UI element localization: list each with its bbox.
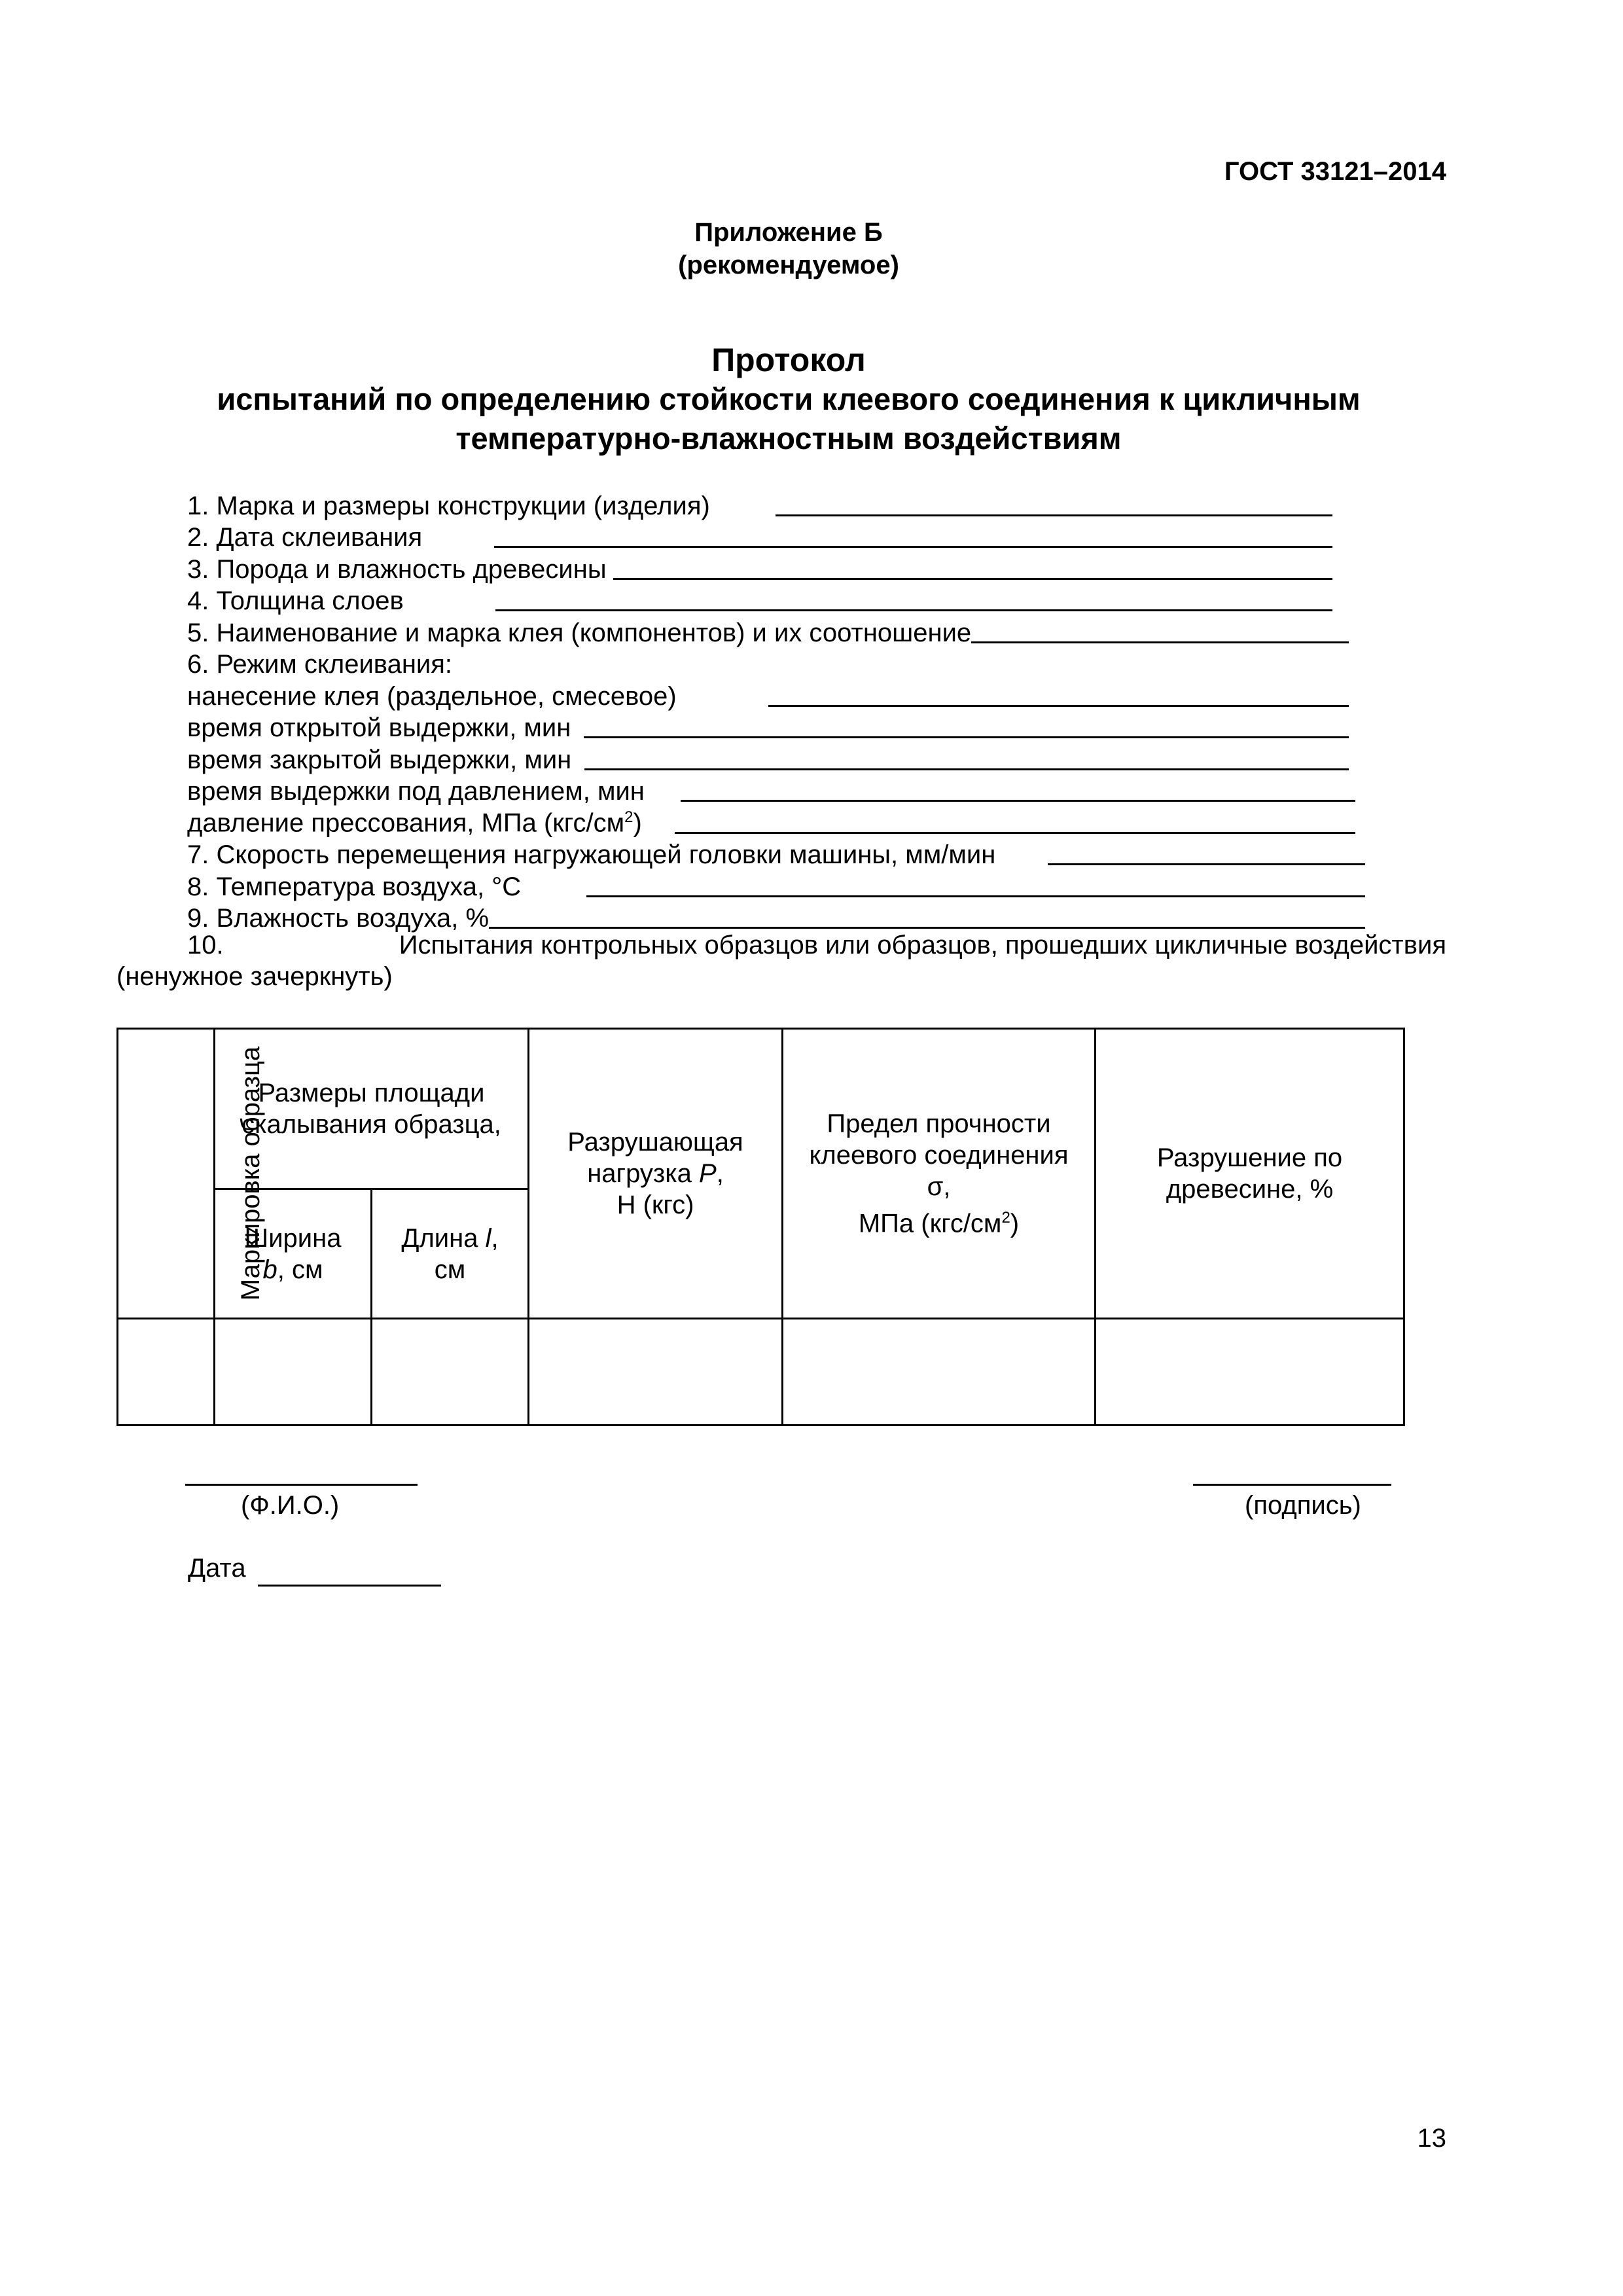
form-label: 8. Температура воздуха, °С bbox=[187, 872, 522, 901]
protocol-form bbox=[187, 490, 1365, 934]
header-load: Разрушающая нагрузка P, Н (кгс) bbox=[529, 1029, 783, 1319]
fill-line[interactable] bbox=[768, 704, 1349, 707]
table-cell[interactable] bbox=[529, 1319, 783, 1426]
form-row-6 bbox=[187, 649, 1365, 681]
form-label: 7. Скорость перемещения нагружающей головки машины, мм/мин bbox=[187, 840, 996, 869]
fill-line[interactable] bbox=[613, 577, 1332, 580]
form-row-12 bbox=[187, 839, 1365, 871]
form-label: давление прессования, МПа $(кгс/см^2)$ bbox=[187, 808, 642, 838]
fill-line[interactable] bbox=[971, 641, 1349, 643]
form-label: 5. Наименование и марка клея (компонентов) и их соотношение bbox=[187, 618, 972, 647]
form-row-8 bbox=[187, 712, 1365, 744]
results-table bbox=[116, 1028, 1405, 1426]
header-dimensions: Размеры площади скалывания образца, bbox=[215, 1029, 529, 1189]
table-cell[interactable] bbox=[372, 1319, 529, 1426]
name-line[interactable] bbox=[185, 1483, 418, 1486]
table-cell[interactable] bbox=[118, 1319, 215, 1426]
item-10 bbox=[116, 929, 1446, 992]
fill-line[interactable] bbox=[776, 514, 1332, 516]
header-width: Ширина b, см bbox=[215, 1189, 372, 1319]
fill-line[interactable] bbox=[675, 831, 1355, 834]
annex-label: Приложение Б bbox=[694, 218, 883, 247]
table-cell[interactable] bbox=[215, 1319, 372, 1426]
annex-heading bbox=[0, 216, 1577, 281]
form-row-9 bbox=[187, 744, 1365, 776]
form-label: время открытой выдержки, мин bbox=[187, 713, 571, 742]
signature-line[interactable] bbox=[1193, 1483, 1391, 1486]
header-strength: Предел прочности клеевого соединения σ, МПа $(кгс/см^2)$ bbox=[783, 1029, 1096, 1319]
item-10-text: Испытания контрольных образцов или образцов, прошедших цикличные воздействия bbox=[399, 931, 1446, 960]
standard-number: ГОСТ 33121–2014 bbox=[1224, 157, 1446, 186]
form-label: 4. Толщина слоев bbox=[187, 586, 404, 615]
form-label: время закрытой выдержки, мин bbox=[187, 745, 572, 774]
document-title bbox=[0, 340, 1577, 458]
form-label: 3. Порода и влажность древесины bbox=[187, 554, 607, 584]
form-row-5 bbox=[187, 617, 1365, 649]
fill-line[interactable] bbox=[489, 926, 1365, 929]
header-length: Длина l, см bbox=[372, 1189, 529, 1319]
form-row-1 bbox=[187, 490, 1365, 522]
table-cell[interactable] bbox=[1096, 1319, 1404, 1426]
fill-line[interactable] bbox=[584, 768, 1349, 770]
fill-line[interactable] bbox=[495, 609, 1332, 611]
form-label: 1. Марка и размеры конструкции (изделия) bbox=[187, 491, 710, 520]
header-marking: Маркировка образца bbox=[118, 1029, 215, 1319]
form-row-13 bbox=[187, 870, 1365, 903]
annex-status: (рекомендуемое) bbox=[678, 251, 899, 279]
form-label: время выдержки под давлением, мин bbox=[187, 777, 645, 806]
fill-line[interactable] bbox=[584, 736, 1349, 738]
signature-caption: (подпись) bbox=[1245, 1491, 1361, 1520]
header-failure: Разрушение по древесине, % bbox=[1096, 1029, 1404, 1319]
date-label: Дата bbox=[188, 1554, 246, 1583]
form-label: 6. Режим склеивания: bbox=[187, 650, 453, 679]
title-line-3: температурно-влажностным воздействиям bbox=[455, 421, 1122, 456]
page-number: 13 bbox=[1417, 2124, 1446, 2153]
table-cell[interactable] bbox=[783, 1319, 1096, 1426]
item-10-number: 10. bbox=[187, 931, 224, 960]
form-row-4 bbox=[187, 585, 1365, 617]
form-label: нанесение клея (раздельное, смесевое) bbox=[187, 681, 677, 711]
name-caption: (Ф.И.О.) bbox=[241, 1491, 340, 1520]
form-row-2 bbox=[187, 522, 1365, 554]
fill-line[interactable] bbox=[494, 545, 1332, 548]
fill-line[interactable] bbox=[681, 799, 1355, 802]
item-10-continuation: (ненужное зачеркнуть) bbox=[116, 962, 393, 991]
form-label: 9. Влажность воздуха, % bbox=[187, 904, 490, 933]
table-row bbox=[118, 1319, 1404, 1426]
form-row-3 bbox=[187, 553, 1365, 585]
form-label: 2. Дата склеивания bbox=[187, 523, 423, 552]
title-line-1: Протокол bbox=[711, 342, 866, 378]
fill-line[interactable] bbox=[1048, 863, 1365, 865]
title-line-2: испытаний по определению стойкости клеевого соединения к цикличным bbox=[217, 382, 1361, 416]
form-row-11 bbox=[187, 807, 1365, 839]
fill-line[interactable] bbox=[586, 895, 1365, 897]
date-line[interactable] bbox=[258, 1584, 441, 1587]
form-row-7 bbox=[187, 680, 1365, 712]
